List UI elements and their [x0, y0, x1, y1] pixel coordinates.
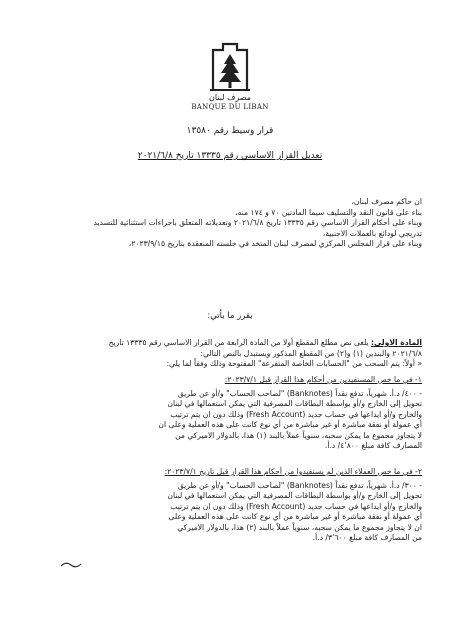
- article-one-heading: المادة الاولى:: [371, 338, 422, 347]
- clause-two-heading: ٢- في ما خص العملاء الذين لم يستفيدوا من أحكام هذا القرار قبل تاريخ ٢٠٢٣/٧/١:: [164, 467, 422, 476]
- article-one-line1: [32, 338, 422, 349]
- preamble: [32, 197, 422, 250]
- decides-heading: يقرر ما يأتي:: [207, 311, 253, 321]
- clause-two-line: من المصارف كافة مبلغ ٣٬٦٠٠/ د.أ.: [312, 533, 422, 542]
- clause-two: [32, 467, 422, 544]
- preamble-line: وبناء على أحكام القرار الاساسي رقم ١٣٣٣٥ تاريخ ٢٠٢١/٦/٨ وتعديلاته المتعلق باجراءات استثنائية للتسديد: [93, 218, 422, 227]
- preamble-line: وبناء على قرار المجلس المركزي لمصرف لبنان المتخذ في جلسته المنعقدة بتاريخ ٢٠٢٣/٩/١٥،: [128, 239, 422, 248]
- banque-du-liban-logo-icon: [205, 40, 255, 92]
- article-one: [32, 338, 422, 370]
- preamble-line: بناء على قانون النقد والتسليف سيما المادتين ٧٠ و ١٧٤ منه،: [235, 207, 422, 217]
- clause-one-heading: ١- في ما خص المستفيدين من أحكام هذا القرار قبل ٢٠٢٣/٧/١:: [224, 375, 422, 384]
- article-one-line: ٢٠٢١/٦/٨ والبندين (١) و(٢) من المقطع المذكور ويستبدل بالنص التالي:: [200, 348, 422, 358]
- amendment-title: تعديل القرار الاساسي رقم ١٣٣٣٥ تاريخ ٢٠٢١/٦/٨: [137, 151, 323, 161]
- clause-one-line: تحويل إلى الخارج و/أو بواسطة البطاقات المصرفية التي يمكن استعمالها في لبنان: [167, 399, 422, 408]
- bank-name-french: BANQUE DU LIBAN: [191, 103, 269, 111]
- clause-one-line: أي عمولة أو نفقة مباشرة أو غير مباشرة من أي نوع كانت على هذه العملية وعلى ان: [158, 420, 422, 429]
- decision-title: قرار وسيط رقم ١٣٥٨٠: [186, 126, 274, 136]
- preamble-line: تدريجي لودائع بالعملات الاجنبية،: [322, 228, 422, 238]
- clause-two-line: تحويل إلى الخارج و/أو بواسطة البطاقات المصرفية التي يمكن استعمالها في لبنان: [167, 491, 422, 500]
- clause-one-line: المصارف كافة مبلغ ٤٬٨٠٠/ د.أ.: [324, 441, 422, 450]
- article-one-line: « أولاً: يتم السحب من "الحسابات الخاصة المتفرعة" المفتوحة وذلك وفقاً لما يلي:: [166, 359, 422, 368]
- clause-one-line: والخارج و/أو ايداعها في حساب جديد (Fresh Account) وذلك دون ان يتم ترتيب: [170, 409, 422, 419]
- article-one-text: يلغى نص مطلع المقطع أولا من المادة الرابعة من القرار الاساسي رقم ١٣٣٣٥ تاريخ: [108, 338, 369, 347]
- clause-one-line: لا يتجاوز مجموع ما يمكن سحبه، سنوياً عملاً بالبند (١) هذا، بالدولار الاميركي من: [175, 430, 422, 440]
- bank-name-arabic: مصرف لبنان: [208, 93, 252, 102]
- clause-two-line: - ٣٠٠/ د.أ. شهرياً، تدفع نقداً (Banknotes) "لصاحب الحساب" و/أو عن طريق: [177, 480, 422, 490]
- ink-mark-icon: [60, 560, 82, 570]
- clause-two-line: ان لا يتجاوز مجموع ما يمكن سحبه، سنوياً عملاً بالبند (٢) هذا، بالدولار الاميركي: [177, 522, 422, 532]
- clause-one: [32, 375, 422, 452]
- clause-two-line: أي عمولة أو نفقة مباشرة أو غير مباشرة من أي نوع كانت على هذه العملية وعلى: [168, 512, 422, 521]
- preamble-line: ان حاكم مصرف لبنان،: [351, 197, 422, 206]
- clause-two-line: والخارج و/أو ايداعها في حساب جديد (Fresh Account) وذلك دون ان يتم ترتيب: [170, 501, 422, 511]
- clause-one-line: - ٤٠٠/ د.أ. شهرياً، تدفع نقداً (Banknotes) "لصاحب الحساب" و/أو عن طريق: [177, 388, 422, 398]
